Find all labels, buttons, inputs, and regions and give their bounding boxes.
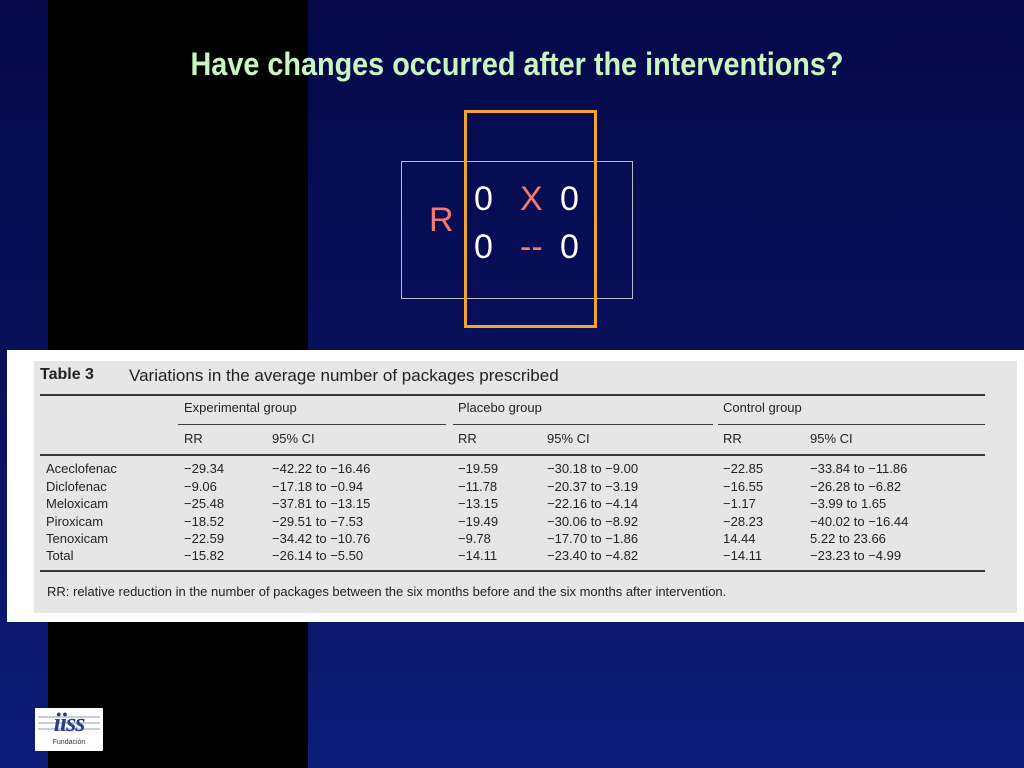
cell-ci-control: −23.23 to −4.99	[810, 548, 902, 563]
subheader-rr-experimental: RR	[184, 431, 203, 446]
results-table	[34, 361, 1017, 613]
row-drug-tenoxicam: Tenoxicam	[46, 531, 109, 546]
cell-ci-control: −33.84 to −11.86	[810, 461, 908, 476]
logo-wordmark: iiss	[53, 708, 85, 737]
cell-rr-experimental: −22.59	[184, 531, 225, 546]
cell-rr-control: −14.11	[723, 548, 763, 563]
table-top-rule	[40, 394, 985, 396]
group-header-placebo: Placebo group	[458, 400, 542, 415]
randomization-label: R	[429, 201, 454, 239]
group-header-experimental: Experimental group	[184, 400, 297, 415]
design-row2-posttest: 0	[560, 228, 579, 266]
cell-rr-placebo: −19.59	[458, 461, 499, 476]
cell-rr-experimental: −29.34	[184, 461, 225, 476]
cell-ci-experimental: −42.22 to −16.46	[272, 461, 371, 476]
cell-rr-experimental: −18.52	[184, 514, 225, 529]
cell-ci-experimental: −26.14 to −5.50	[272, 548, 364, 563]
cell-ci-experimental: −34.42 to −10.76	[272, 531, 371, 546]
subheader-rr-control: RR	[723, 431, 742, 446]
subheader-rr-placebo: RR	[458, 431, 477, 446]
design-row1-intervention: X	[520, 180, 543, 218]
cell-rr-placebo: −19.49	[458, 514, 499, 529]
table-footnote: RR: relative reduction in the number of packages between the six months before and the six months after intervention.	[47, 584, 727, 599]
group-rule-placebo	[453, 424, 713, 425]
cell-rr-control: −16.55	[723, 479, 764, 494]
header-bottom-rule	[40, 454, 985, 456]
subheader-ci-control: 95% CI	[810, 431, 853, 446]
cell-ci-experimental: −37.81 to −13.15	[272, 496, 371, 511]
group-rule-experimental	[178, 424, 446, 425]
cell-rr-experimental: −9.06	[184, 479, 217, 494]
cell-rr-placebo: −9.78	[458, 531, 491, 546]
design-row1-posttest: 0	[560, 180, 579, 218]
group-header-control: Control group	[723, 400, 802, 415]
row-drug-meloxicam: Meloxicam	[46, 496, 109, 511]
cell-rr-control: −28.23	[723, 514, 764, 529]
cell-rr-placebo: −14.11	[458, 548, 498, 563]
iiss-logo	[35, 708, 103, 751]
cell-ci-placebo: −30.18 to −9.00	[547, 461, 639, 476]
cell-ci-experimental: −17.18 to −0.94	[272, 479, 364, 494]
cell-ci-experimental: −29.51 to −7.53	[272, 514, 364, 529]
slide-title: Have changes occurred after the interventions?	[190, 46, 844, 82]
cell-rr-experimental: −15.82	[184, 548, 225, 563]
row-drug-total: Total	[46, 548, 74, 563]
table-bottom-rule	[40, 570, 985, 572]
row-drug-diclofenac: Diclofenac	[46, 479, 107, 494]
cell-rr-placebo: −11.78	[458, 479, 498, 494]
cell-ci-placebo: −17.70 to −1.86	[547, 531, 639, 546]
table-panel	[7, 350, 1024, 622]
cell-ci-placebo: −30.06 to −8.92	[547, 514, 639, 529]
subheader-ci-placebo: 95% CI	[547, 431, 590, 446]
cell-ci-control: −40.02 to −16.44	[810, 514, 909, 529]
row-drug-aceclofenac: Aceclofenac	[46, 461, 117, 476]
cell-ci-placebo: −23.40 to −4.82	[547, 548, 639, 563]
cell-rr-control: 14.44	[723, 531, 756, 546]
cell-rr-control: −22.85	[723, 461, 764, 476]
cell-rr-control: −1.17	[723, 496, 756, 511]
logo-subtitle: Fundación	[52, 739, 86, 746]
post-test-highlight-box	[464, 110, 597, 328]
group-rule-control	[718, 424, 985, 425]
cell-ci-control: 5.22 to 23.66	[810, 531, 886, 546]
table-label: Table 3	[40, 366, 94, 383]
design-row2-no-intervention: --	[520, 228, 543, 266]
cell-rr-placebo: −13.15	[458, 496, 499, 511]
cell-rr-experimental: −25.48	[184, 496, 225, 511]
design-row1-pretest: 0	[474, 180, 493, 218]
cell-ci-control: −26.28 to −6.82	[810, 479, 902, 494]
row-drug-piroxicam: Piroxicam	[46, 514, 104, 529]
cell-ci-control: −3.99 to 1.65	[810, 496, 887, 511]
cell-ci-placebo: −20.37 to −3.19	[547, 479, 639, 494]
design-row2-pretest: 0	[474, 228, 493, 266]
subheader-ci-experimental: 95% CI	[272, 431, 315, 446]
table-caption: Variations in the average number of packages prescribed	[129, 366, 559, 385]
cell-ci-placebo: −22.16 to −4.14	[547, 496, 639, 511]
